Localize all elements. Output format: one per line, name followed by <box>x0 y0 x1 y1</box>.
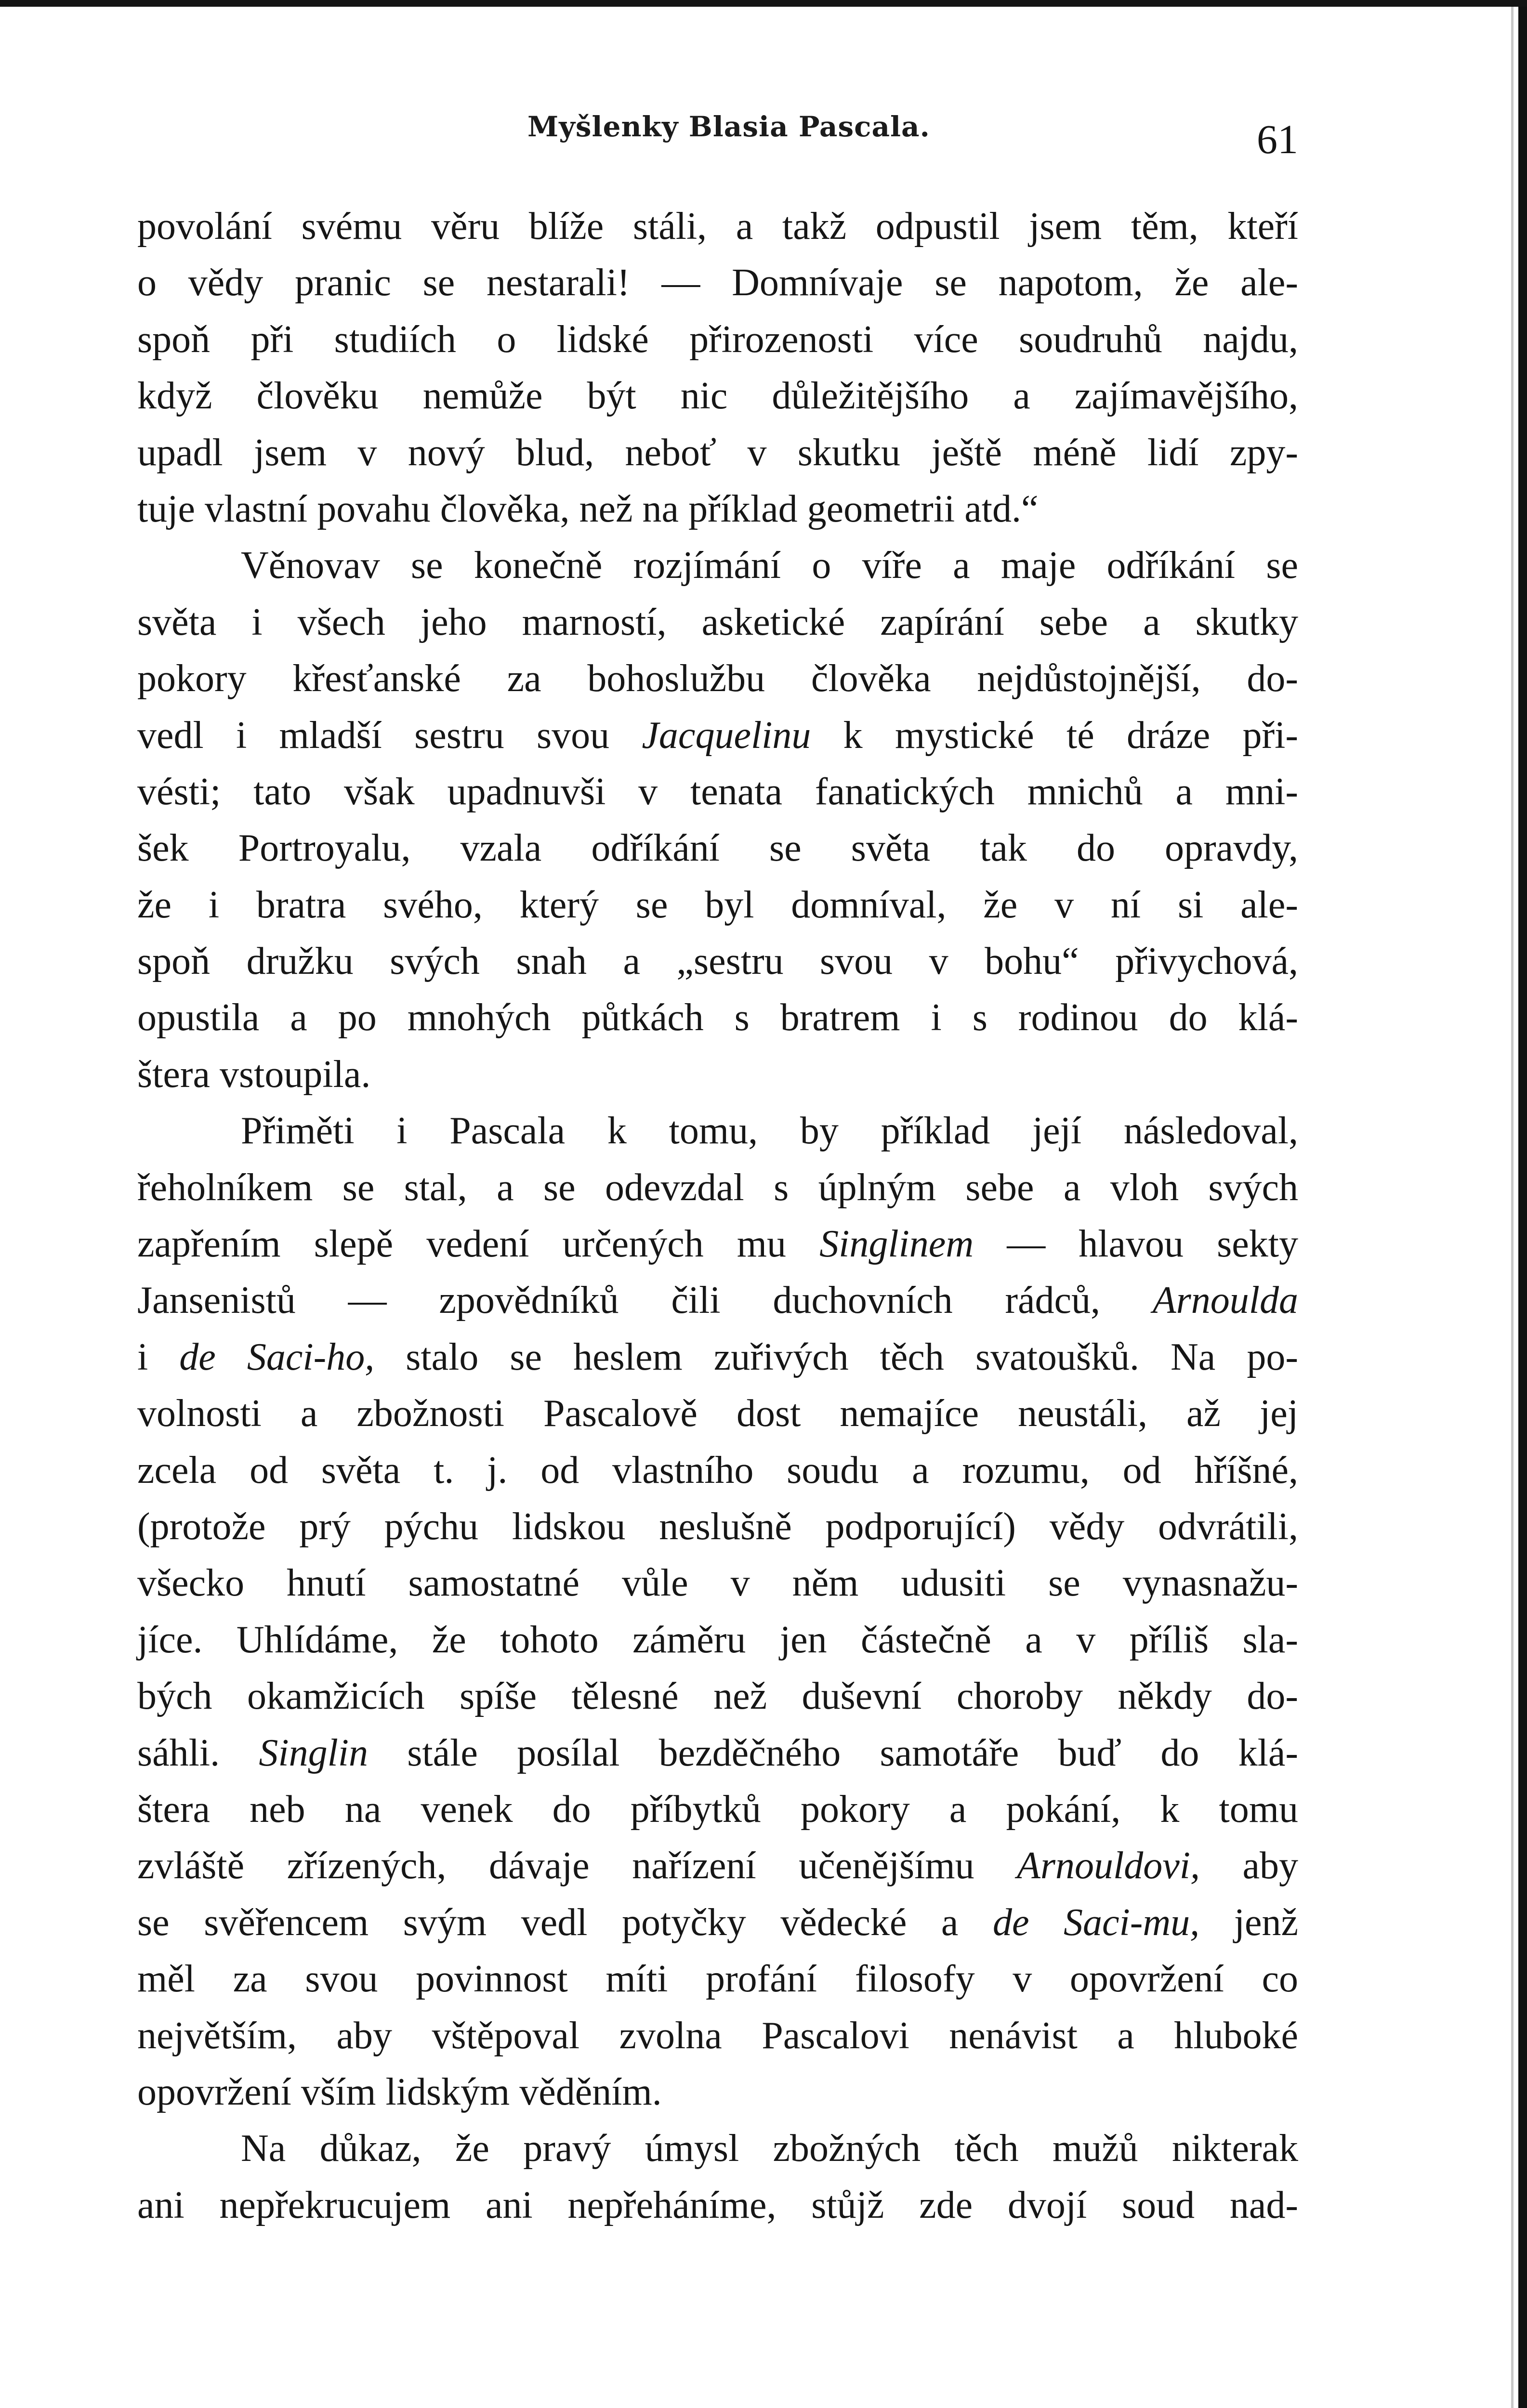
italic-name: Arnoulda <box>1152 1279 1298 1322</box>
italic-name: de Saci-ho, <box>179 1335 375 1378</box>
text-line: světa i všech jeho marností, asketické zapírání sebe a skutky <box>137 601 1298 643</box>
italic-name: Arnouldovi, <box>1017 1845 1200 1887</box>
paragraph-end-line: štera vstoupila. <box>137 1053 371 1096</box>
text-line: měl za svou povinnost míti profání filosofy v opovržení co <box>137 1958 1298 2001</box>
paragraph-end-line: opovržení vším lidským věděním. <box>137 2070 662 2113</box>
text-line: vedl i mladší sestru svou Jacquelinu k mystické té dráze při- <box>137 714 1299 757</box>
text-line: spoň družku svých snah a „sestru svou v bohu“ přivychová, <box>137 940 1298 983</box>
text-line: opustila a po mnohých půtkách s bratrem i s rodinou do klá- <box>137 996 1298 1039</box>
paragraph-end-line: tuje vlastní povahu člověka, než na příklad geometrii atd.“ <box>137 487 1039 530</box>
text-line: i de Saci-ho, stalo se heslem zuřivých těch svatoušků. Na po- <box>137 1335 1298 1378</box>
italic-name: Singlin <box>259 1731 369 1774</box>
paragraph-start-line: Věnovav se konečně rozjímání o víře a maje odříkání se <box>241 544 1298 587</box>
text-line: štera neb na venek do příbytků pokory a pokání, k tomu <box>137 1788 1298 1831</box>
running-title: Myšlenky Blasia Pascala. <box>527 110 930 143</box>
text-line: volnosti a zbožnosti Pascalově dost nemajíce neustáli, až jej <box>137 1392 1298 1435</box>
text-line: všecko hnutí samostatné vůle v něm udusiti se vynasnažu- <box>137 1562 1298 1605</box>
scan-edge-right <box>1518 7 1527 2408</box>
italic-name: Jacquelinu <box>642 714 811 757</box>
page-number: 61 <box>1257 116 1298 162</box>
text-line: šek Portroyalu, vzala odříkání se světa tak do opravdy, <box>137 827 1298 870</box>
page-header <box>137 110 1298 163</box>
paragraph-start-line: Přiměti i Pascala k tomu, by příklad její následoval, <box>241 1110 1298 1152</box>
italic-name: Singlinem <box>819 1223 974 1266</box>
scan-edge-shadow <box>1511 7 1514 2408</box>
text-line: že i bratra svého, který se byl domníval, že v ní si ale- <box>137 883 1298 926</box>
text-line: spoň při studiích o lidské přirozenosti více soudruhů najdu, <box>137 318 1298 361</box>
text-line: zcela od světa t. j. od vlastního soudu a rozumu, od hříšné, <box>137 1449 1298 1492</box>
paragraph-start-line: Na důkaz, že pravý úmysl zbožných těch mužů nikterak <box>241 2127 1298 2170</box>
text-line: sáhli. Singlin stále posílal bezděčného samotáře buď do klá- <box>137 1731 1299 1774</box>
body-text <box>137 198 1298 2234</box>
text-line: největším, aby vštěpoval zvolna Pascalovi nenávist a hluboké <box>137 2014 1298 2057</box>
text-line: zapřením slepě vedení určených mu Singlinem — hlavou sekty <box>137 1223 1298 1266</box>
text-line: se svěřencem svým vedl potyčky vědecké a de Saci-mu, jenž <box>137 1901 1298 1944</box>
text-line: ani nepřekrucujem ani nepřeháníme, stůjž zde dvojí soud nad- <box>137 2184 1298 2226</box>
text-line: pokory křesťanské za bohoslužbu člověka nejdůstojnější, do- <box>137 657 1298 700</box>
italic-name: de Saci-mu, <box>992 1901 1200 1944</box>
text-line: bých okamžicích spíše tělesné než duševní choroby někdy do- <box>137 1675 1298 1718</box>
text-line: (protože prý pýchu lidskou neslušně podporující) vědy odvrátili, <box>137 1505 1298 1548</box>
text-line: Jansenistů — zpovědníků čili duchovních rádců, Arnoulda <box>137 1279 1298 1322</box>
text-line: když člověku nemůže být nic důležitějšího a zajímavějšího, <box>137 375 1298 418</box>
text-line: vésti; tato však upadnuvši v tenata fanatických mnichů a mni- <box>137 770 1298 813</box>
text-line: o vědy pranic se nestarali! — Domnívaje se napotom, že ale- <box>137 262 1298 304</box>
text-line: jíce. Uhlídáme, že tohoto záměru jen částečně a v příliš sla- <box>137 1618 1298 1661</box>
text-line: povolání svému věru blíže stáli, a takž odpustil jsem těm, kteří <box>137 205 1298 248</box>
text-line: zvláště zřízených, dávaje nařízení učenějšímu Arnouldovi, aby <box>137 1845 1298 1887</box>
text-line: upadl jsem v nový blud, neboť v skutku ještě méně lidí zpy- <box>137 431 1298 474</box>
text-line: řeholníkem se stal, a se odevzdal s úplným sebe a vloh svých <box>137 1166 1298 1209</box>
